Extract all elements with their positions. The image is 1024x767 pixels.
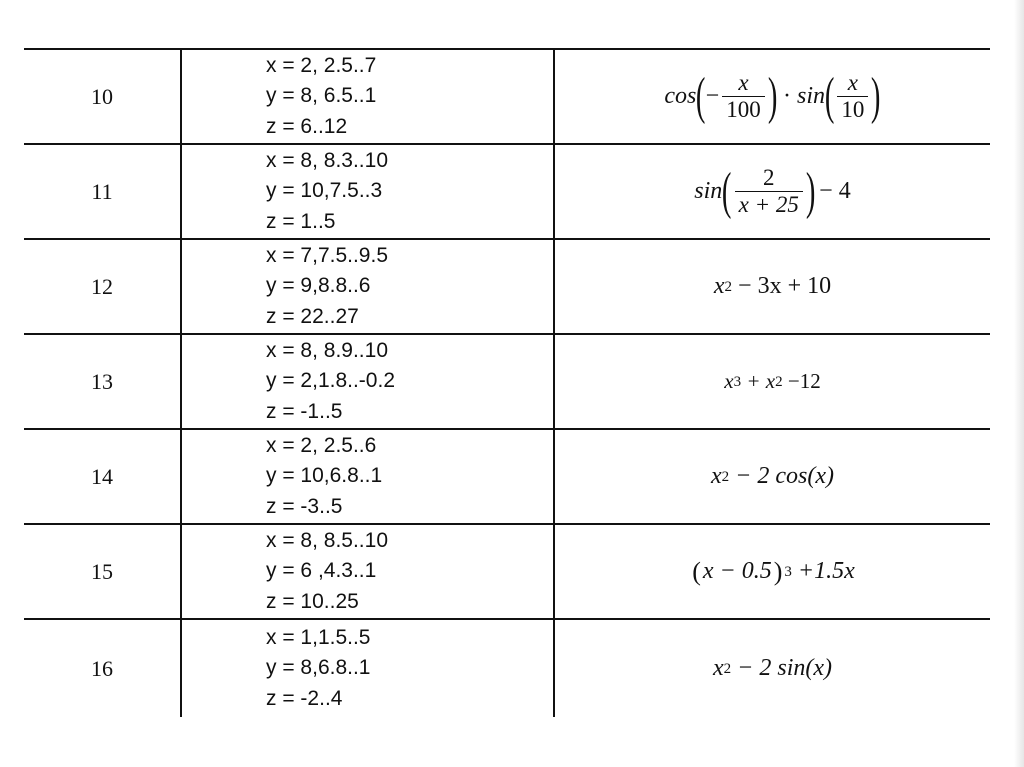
y-range: y = 9,8.8..6 [266,274,371,298]
variable-ranges [181,619,554,717]
variant-number: 15 [24,524,181,619]
formula-expression: x 2 − 3x + 10 [713,273,832,299]
formula-minus: − [705,83,720,109]
function-formula [554,144,990,239]
table-row [24,334,990,429]
z-range: z = 22..27 [266,304,359,328]
numerator: x [738,69,749,95]
x-range: x = 7,7.5..9.5 [266,243,389,267]
variable-ranges [181,429,554,524]
formula-fn: sin [694,178,723,204]
z-range: z = -1..5 [266,399,343,423]
formula-expression: x 3 + x 2 −12 [724,369,821,393]
table-row [24,49,990,144]
fraction [837,71,868,122]
variant-number: 16 [24,619,181,717]
denominator: 10 [837,96,868,122]
function-formula [554,524,990,619]
formula-expression: x 2 − 2 sin(x) [713,655,832,681]
x-range: x = 2, 2.5..7 [266,53,377,77]
denominator: x + 25 [735,191,803,217]
formula-expression: x 2 − 2 cos(x) [711,463,834,489]
y-range: y = 8, 6.5..1 [266,84,377,108]
formula-expression: sin ( $\frac{2}{x + 25}$ ) − 4 [694,162,851,220]
x-range: x = 8, 8.5..10 [266,528,389,552]
function-formula [554,49,990,144]
formula-fn: cos [664,83,697,109]
formula-fn: sin [797,83,826,109]
formula-expression: ( x − 0.5 ) 3 +1.5x [692,556,855,586]
function-formula [554,334,990,429]
table-row [24,239,990,334]
variant-number: 13 [24,334,181,429]
denominator: 100 [722,96,765,122]
x-range: x = 2, 2.5..6 [266,433,377,457]
formula-tail: − 4 [819,178,851,204]
x-range: x = 8, 8.3..10 [266,148,389,172]
variable-ranges [181,524,554,619]
y-range: y = 6 ,4.3..1 [266,559,377,583]
variant-number: 12 [24,239,181,334]
formula-expression: cos ( − $\frac{x}{100}$ ) · sin ( $\frac{x}{10}$ ) [664,67,881,125]
variable-ranges [181,49,554,144]
variant-number: 10 [24,49,181,144]
variant-number: 11 [24,144,181,239]
x-range: x = 1,1.5..5 [266,625,371,649]
y-range: y = 2,1.8..-0.2 [266,369,395,393]
variable-ranges [181,144,554,239]
z-range: z = -3..5 [266,494,343,518]
fraction [735,166,803,217]
variable-ranges [181,334,554,429]
function-formula [554,239,990,334]
formula-dot: · [783,83,792,109]
numerator: 2 [762,164,775,190]
z-range: z = 10..25 [266,589,359,613]
table-row [24,524,990,619]
numerator: x [847,69,858,95]
z-range: z = 6..12 [266,114,348,138]
table-row [24,619,990,717]
x-range: x = 8, 8.9..10 [266,338,389,362]
function-formula [554,429,990,524]
fraction [722,71,765,122]
y-range: y = 10,6.8..1 [266,464,383,488]
slide-edge-shadow [1014,0,1024,767]
variants-table [24,48,990,717]
z-range: z = -2..4 [266,686,343,710]
table-row [24,144,990,239]
variable-ranges [181,239,554,334]
variant-number: 14 [24,429,181,524]
z-range: z = 1..5 [266,209,336,233]
y-range: y = 10,7.5..3 [266,179,383,203]
table-row [24,429,990,524]
y-range: y = 8,6.8..1 [266,656,371,680]
function-formula [554,619,990,717]
